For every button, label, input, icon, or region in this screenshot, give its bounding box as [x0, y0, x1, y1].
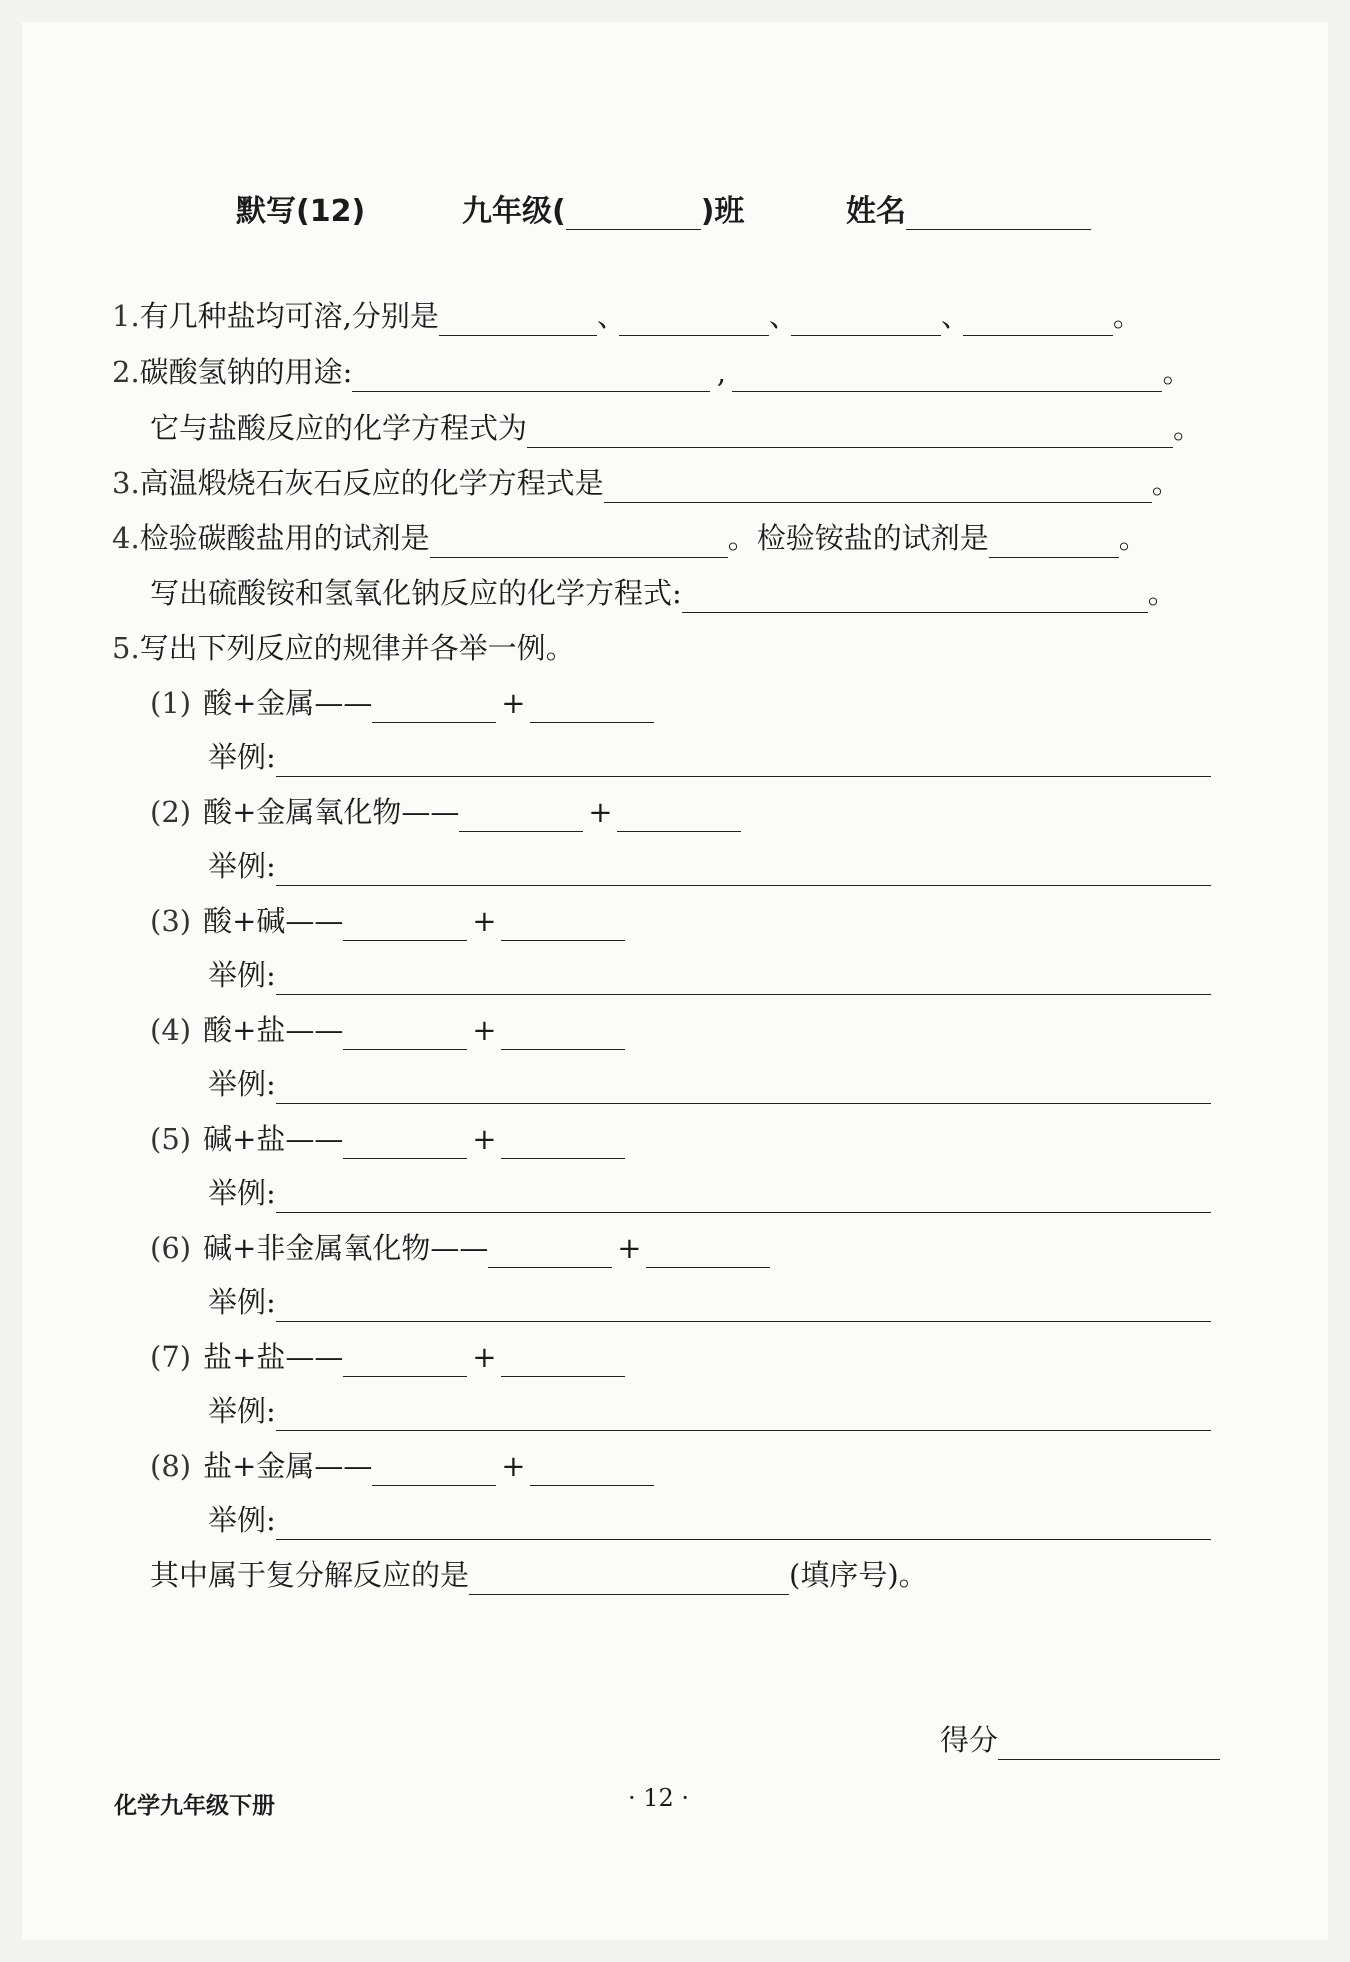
answer-blank[interactable]	[989, 527, 1119, 558]
example-row	[208, 1064, 1211, 1104]
question-number: 3.	[112, 466, 140, 500]
period: 。	[1112, 299, 1142, 333]
reaction-text: 酸+盐——	[203, 1013, 344, 1047]
example-label: 举例:	[208, 1285, 276, 1319]
reaction-label: (4)	[150, 1013, 192, 1047]
reaction-text: 酸+金属氧化物——	[203, 795, 460, 829]
separator: ,	[716, 355, 727, 389]
question-number: 4.	[112, 521, 140, 555]
product-blank[interactable]	[501, 910, 625, 941]
answer-blank[interactable]	[430, 527, 728, 558]
reaction-row	[150, 683, 654, 723]
example-blank[interactable]	[276, 1291, 1211, 1322]
plus-sign: +	[472, 1122, 497, 1156]
example-blank[interactable]	[276, 1073, 1211, 1104]
example-row	[208, 846, 1211, 886]
example-row	[208, 1282, 1211, 1322]
example-blank[interactable]	[276, 855, 1211, 886]
question-5	[112, 628, 575, 668]
plus-sign: +	[501, 1449, 526, 1483]
question-4	[112, 518, 1148, 558]
reaction-label: (8)	[150, 1449, 192, 1483]
product-blank[interactable]	[646, 1237, 770, 1268]
reaction-label: (6)	[150, 1231, 192, 1265]
reaction-text: 盐+金属——	[203, 1449, 373, 1483]
reaction-label: (2)	[150, 795, 192, 829]
product-blank[interactable]	[501, 1128, 625, 1159]
page-number: · 12 ·	[628, 1784, 690, 1812]
product-blank[interactable]	[372, 692, 496, 723]
example-label: 举例:	[208, 1503, 276, 1537]
question-3	[112, 463, 1181, 503]
reaction-text: 盐+盐——	[203, 1340, 344, 1374]
reaction-row	[150, 901, 625, 941]
plus-sign: +	[472, 1340, 497, 1374]
reaction-row	[150, 1228, 770, 1268]
answer-blank[interactable]	[527, 417, 1173, 448]
name-blank[interactable]	[906, 195, 1091, 230]
example-row	[208, 1500, 1211, 1540]
product-blank[interactable]	[617, 801, 741, 832]
question-4-line-2	[150, 573, 1177, 613]
plus-sign: +	[472, 1013, 497, 1047]
book-title: 化学九年级下册	[114, 1793, 275, 1819]
question-2-line-2	[150, 408, 1202, 448]
product-blank[interactable]	[343, 910, 467, 941]
example-row	[208, 1391, 1211, 1431]
product-blank[interactable]	[459, 801, 583, 832]
product-blank[interactable]	[343, 1128, 467, 1159]
answer-blank[interactable]	[604, 472, 1152, 503]
grade-label: 九年级(	[462, 194, 566, 229]
example-blank[interactable]	[276, 964, 1211, 995]
example-label: 举例:	[208, 1394, 276, 1428]
example-label: 举例:	[208, 1176, 276, 1210]
reaction-row	[150, 1446, 654, 1486]
example-blank[interactable]	[276, 1400, 1211, 1431]
question-number: 2.	[112, 355, 140, 389]
example-row	[208, 1173, 1211, 1213]
question-1	[112, 296, 1142, 336]
product-blank[interactable]	[488, 1237, 612, 1268]
question-2	[112, 352, 1191, 392]
question-text: 有几种盐均可溶,分别是	[139, 299, 439, 333]
name-label: 姓名	[846, 194, 906, 229]
reaction-label: (5)	[150, 1122, 192, 1156]
question-text: 。检验铵盐的试剂是	[727, 521, 989, 555]
score-blank[interactable]	[998, 1729, 1220, 1760]
question-text: 写出下列反应的规律并各举一例。	[139, 631, 575, 665]
reaction-row	[150, 792, 741, 832]
question-number: 1.	[112, 299, 140, 333]
class-suffix: )班	[700, 194, 745, 229]
answer-blank[interactable]	[963, 305, 1113, 336]
separator: 、	[768, 299, 798, 333]
class-field	[462, 186, 744, 230]
summary-question	[150, 1555, 928, 1595]
product-blank[interactable]	[530, 692, 654, 723]
period: 。	[1173, 411, 1203, 445]
reaction-label: (7)	[150, 1340, 192, 1374]
product-blank[interactable]	[530, 1455, 654, 1486]
example-label: 举例:	[208, 740, 276, 774]
plus-sign: +	[472, 904, 497, 938]
plus-sign: +	[501, 686, 526, 720]
score-field	[940, 1720, 1220, 1760]
reaction-row	[150, 1119, 625, 1159]
question-text: (填序号)。	[789, 1558, 928, 1592]
answer-blank[interactable]	[352, 361, 710, 392]
worksheet-title: 默写(12)	[236, 194, 366, 229]
reaction-text: 碱+非金属氧化物——	[203, 1231, 489, 1265]
reaction-row	[150, 1010, 625, 1050]
separator: 、	[940, 299, 970, 333]
example-blank[interactable]	[276, 1509, 1211, 1540]
reaction-label: (3)	[150, 904, 192, 938]
period: 。	[1162, 355, 1192, 389]
plus-sign: +	[617, 1231, 642, 1265]
example-blank[interactable]	[276, 1182, 1211, 1213]
question-text: 碳酸氢钠的用途:	[139, 355, 353, 389]
answer-blank[interactable]	[682, 582, 1148, 613]
answer-blank[interactable]	[439, 305, 597, 336]
reaction-text: 酸+金属——	[203, 686, 373, 720]
answer-blank[interactable]	[732, 361, 1162, 392]
question-text: 其中属于复分解反应的是	[150, 1558, 470, 1592]
question-text: 高温煅烧石灰石反应的化学方程式是	[139, 466, 604, 500]
question-number: 5.	[112, 631, 140, 665]
product-blank[interactable]	[501, 1019, 625, 1050]
answer-blank[interactable]	[469, 1564, 789, 1595]
reaction-row	[150, 1337, 625, 1377]
period: 。	[1118, 521, 1148, 555]
class-blank[interactable]	[566, 195, 701, 230]
product-blank[interactable]	[372, 1455, 496, 1486]
answer-blank[interactable]	[619, 305, 769, 336]
reaction-text: 酸+碱——	[203, 904, 344, 938]
example-blank[interactable]	[276, 746, 1211, 777]
question-text: 写出硫酸铵和氢氧化钠反应的化学方程式:	[150, 576, 682, 610]
plus-sign: +	[588, 795, 613, 829]
product-blank[interactable]	[343, 1346, 467, 1377]
product-blank[interactable]	[343, 1019, 467, 1050]
example-row	[208, 955, 1211, 995]
reaction-text: 碱+盐——	[203, 1122, 344, 1156]
answer-blank[interactable]	[791, 305, 941, 336]
example-label: 举例:	[208, 1067, 276, 1101]
example-row	[208, 737, 1211, 777]
product-blank[interactable]	[501, 1346, 625, 1377]
name-field	[846, 186, 1091, 230]
reaction-label: (1)	[150, 686, 192, 720]
separator: 、	[596, 299, 626, 333]
question-text: 检验碳酸盐用的试剂是	[139, 521, 430, 555]
example-label: 举例:	[208, 849, 276, 883]
example-label: 举例:	[208, 958, 276, 992]
period: 。	[1147, 576, 1177, 610]
period: 。	[1151, 466, 1181, 500]
question-text: 它与盐酸反应的化学方程式为	[150, 411, 528, 445]
score-label: 得分	[940, 1723, 999, 1757]
